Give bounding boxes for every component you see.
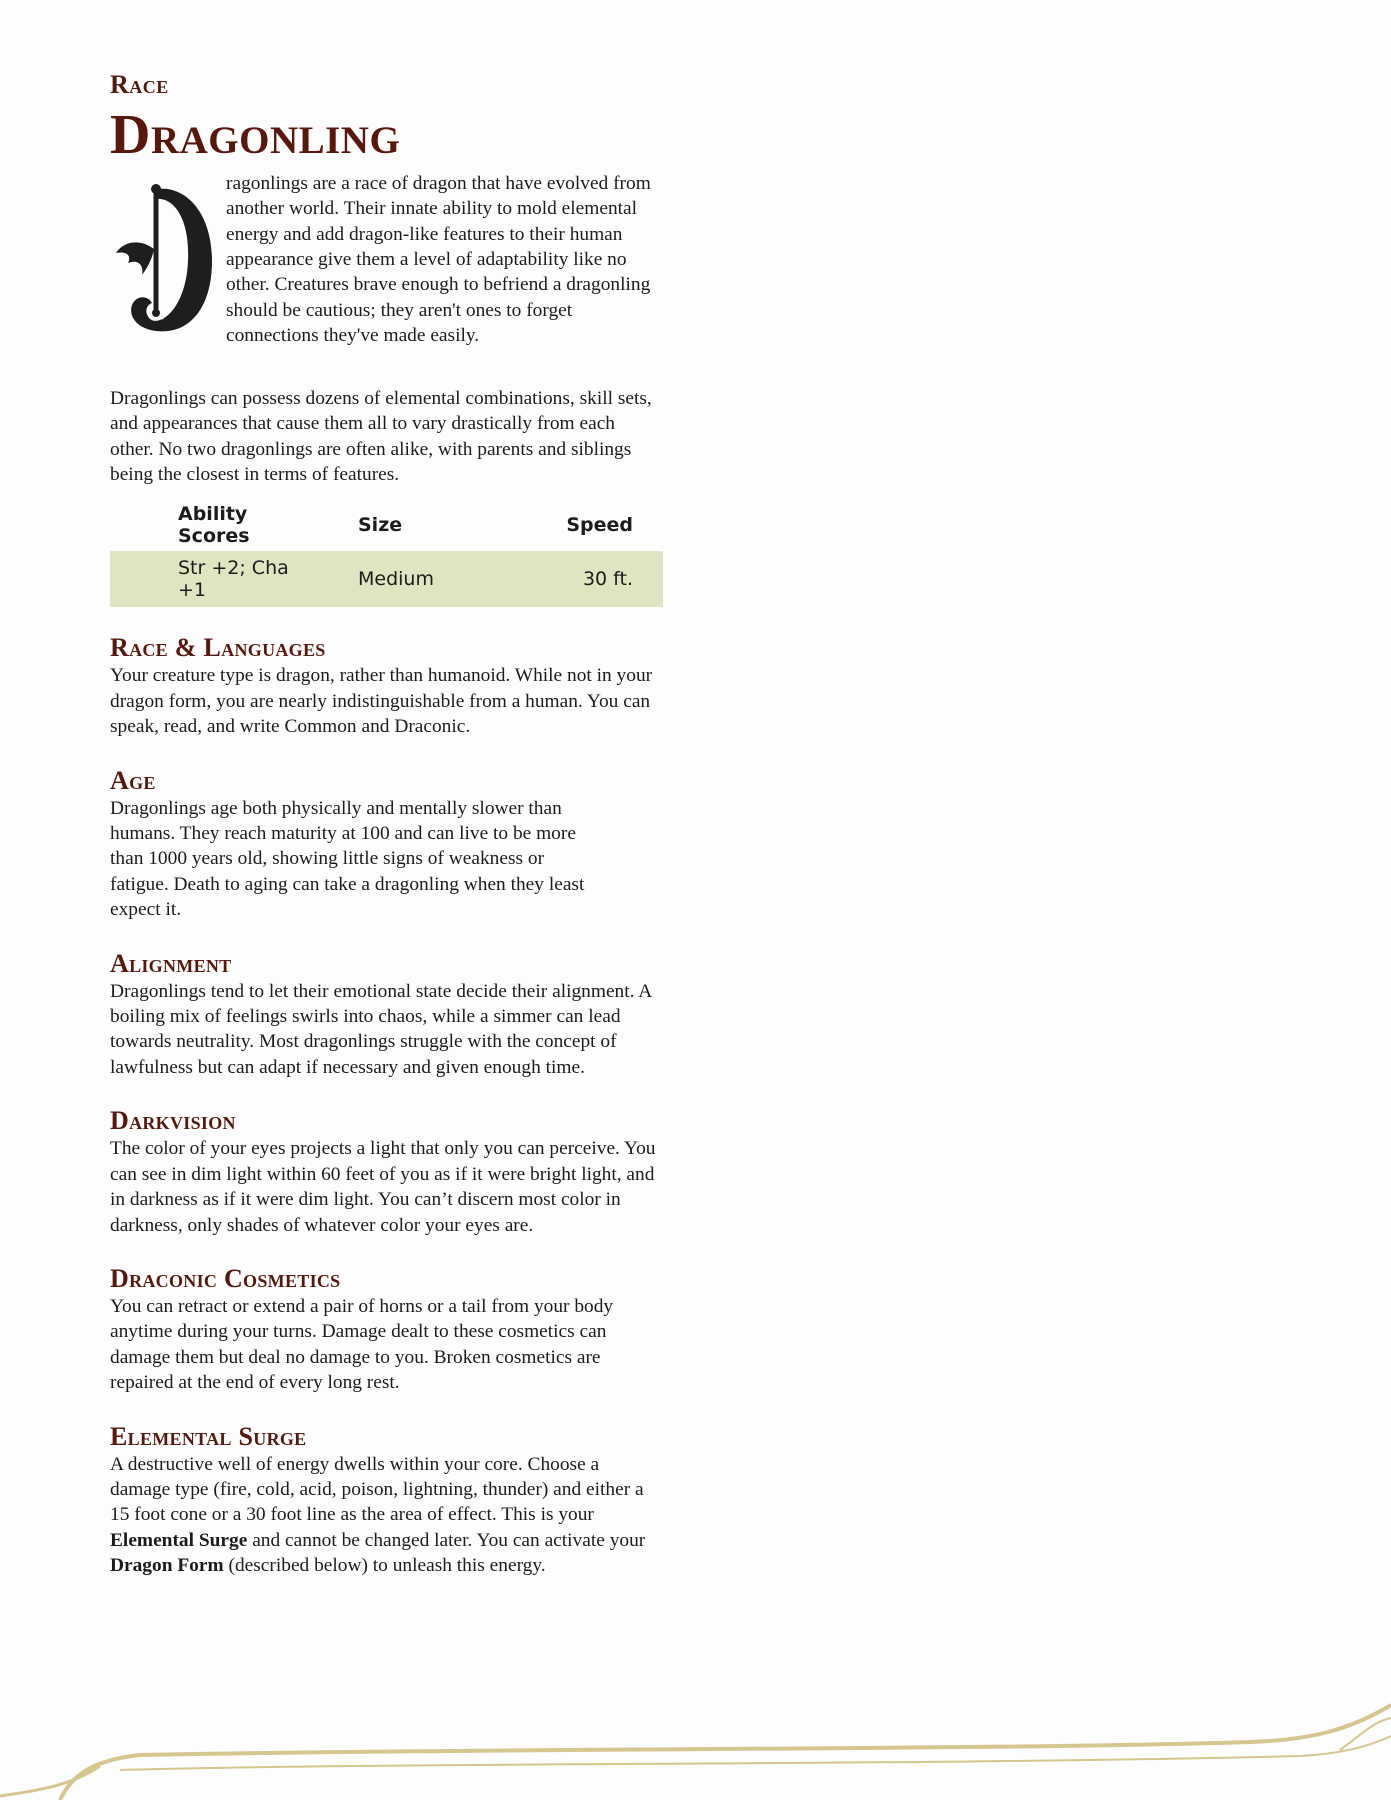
body-elemental-surge [110,1452,663,1579]
term-elemental-surge: Elemental Surge [110,1529,248,1551]
body-alignment: Dragonlings tend to let their emotional state decide their alignment. A boiling mix of feelings swirls into chaos, while a simmer can lead towards neutrality. Most dragonlings struggle with the concept of lawfulness but can adapt if necessary and given enough time. [110,980,652,1078]
heading-darkvision: Darkvision [110,1106,236,1136]
heading-draconic-cosmetics: Draconic Cosmetics [110,1263,341,1293]
surge-text-3: (described below) to unleash this energy. [223,1555,546,1577]
cell-size: Medium [358,568,434,591]
surge-text-1: A destructive well of energy dwells within your core. Choose a damage type (fire, cold, acid, poison, lightning, thunder) and either a 15 foot cone or a 30 foot line as the area of effect. This is your [110,1453,644,1526]
eyebrow-race: Race [110,70,169,99]
body-darkvision: The color of your eyes projects a light that only you can perceive. You can see in dim light within 60 feet of you as if it were bright light, and in darkness as if it were dim light. You can’t discern most color in darkness, only shades of whatever color your eyes are. [110,1138,656,1236]
body-race-languages: Your creature type is dragon, rather than humanoid. While not in your dragon form, you are nearly indistinguishable from a human. You can speak, read, and write Common and Draconic. [110,665,653,738]
intro-text: ragonlings are a race of dragon that have evolved from another world. Their innate ability to mold elemental energy and add dragon-like features to their human appearance give them a level of adaptability like no other. Creatures brave enough to befriend a dragonling should be cautious; they aren't ones to forget connections they've made easily. [226,172,651,347]
heading-age: Age [110,765,156,795]
heading-race-languages: Race & Languages [110,633,326,663]
traits-table-header [110,497,663,551]
body-draconic-cosmetics: You can retract or extend a pair of horns or a tail from your body anytime during your turns. Damage dealt to these cosmetics can damage them but deal no damage to you. Broken cosmetics are repaired at the end of every long rest. [110,1295,614,1394]
body-age: Dragonlings age both physically and mentally slower than humans. They reach maturity at 100 and can live to be more than 1000 years old, showing little signs of weakness or fatigue. Death to aging can take a dragonling when they least expect it. [110,797,585,921]
page-title: Dragonling [110,104,401,166]
header-speed: Speed [566,514,633,537]
intro-block [110,171,663,374]
footer-swirl-icon [0,1700,1391,1800]
table-row [110,551,663,607]
term-dragon-form: Dragon Form [110,1555,224,1577]
heading-alignment: Alignment [110,948,232,978]
dropcap-d-icon [108,179,218,341]
cell-ability-scores: Str +2; Cha +1 [178,557,289,602]
heading-elemental-surge: Elemental Surge [110,1421,307,1451]
traits-table [110,497,663,607]
paragraph-diversity: Dragonlings can possess dozens of elemental combinations, skill sets, and appearances that cause them all to vary drastically from each other. No two dragonlings are often alike, with parents and siblings being the closest in terms of features. [110,387,652,486]
surge-text-2: and cannot be changed later. You can activate your [247,1529,646,1551]
header-size: Size [358,514,403,537]
cell-speed: 30 ft. [582,568,633,591]
header-ability-scores: Ability Scores [178,503,250,548]
page-column [110,70,663,1579]
